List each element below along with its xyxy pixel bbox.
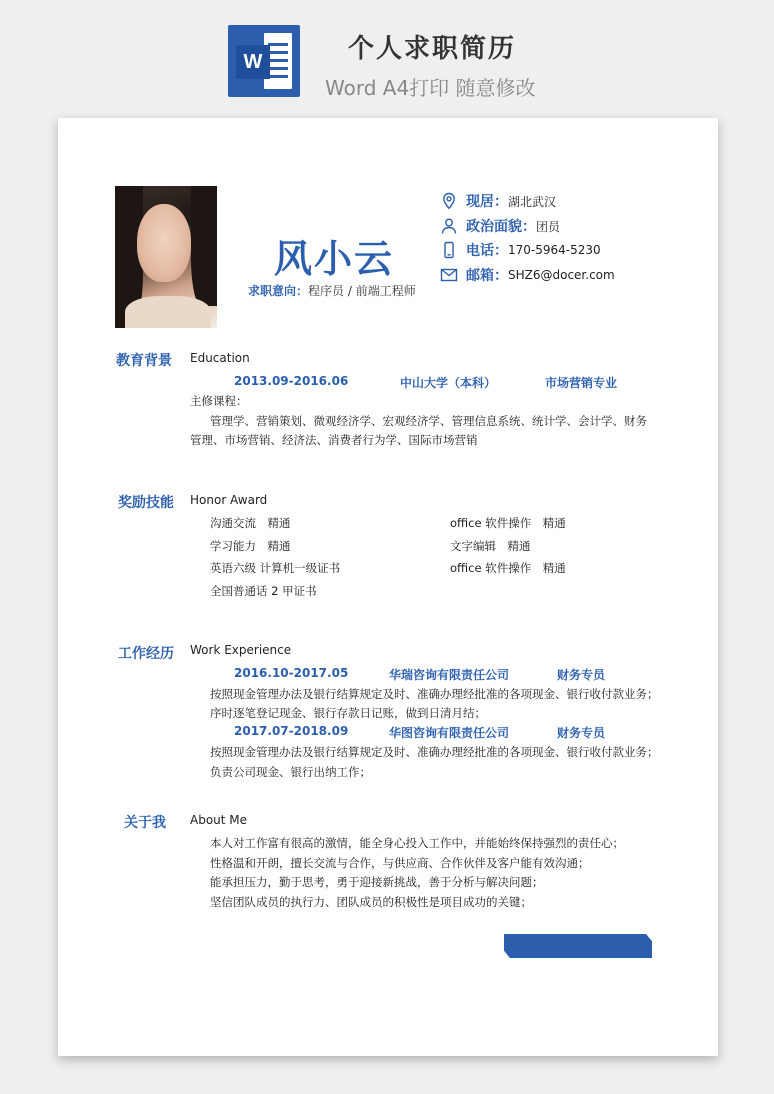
education-school: 中山大学（本科） [400, 376, 497, 390]
education-major: 市场营销专业 [545, 376, 618, 390]
decorative-blue-bar [504, 934, 652, 958]
job-2-period: 2017.07-2018.09 [234, 724, 349, 738]
award-right-1: office 软件操作 精通 [450, 516, 566, 530]
job-2-company: 华图咨询有限责任公司 [389, 726, 510, 740]
award-left-3: 英语六级 计算机一级证书 [210, 561, 341, 575]
contact-political-value: 团员 [536, 219, 561, 234]
about-title: 关于我 [124, 815, 166, 831]
word-letter: W [236, 45, 270, 79]
profile-photo [115, 186, 217, 328]
awards-title-en: Honor Award [190, 493, 268, 507]
courses-line-1: 管理学、营销策划、微观经济学、宏观经济学、管理信息系统、统计学、会计学、财务 [210, 414, 647, 428]
courses-line-2: 管理、市场营销、经济法、消费者行为学、国际市场营销 [190, 433, 478, 447]
job-intent-value: 程序员 / 前端工程师 [308, 284, 416, 298]
contact-location [440, 190, 556, 212]
experience-title-en: Work Experience [190, 643, 292, 657]
education-title-en: Education [190, 351, 250, 365]
banner-title: 个人求职简历 [348, 34, 517, 64]
award-left-1: 沟通交流 精通 [210, 516, 291, 530]
contact-location-label: 现居： [466, 194, 508, 210]
resume-sheet [58, 118, 718, 1056]
about-line-3: 能承担压力，勤于思考，勇于迎接新挑战，善于分析与解决问题； [210, 875, 544, 889]
about-title-en: About Me [190, 813, 248, 827]
contact-email-label: 邮箱： [466, 268, 508, 284]
contact-location-value: 湖北武汉 [508, 194, 557, 209]
job-1-role: 财务专员 [557, 668, 606, 682]
contact-email [440, 264, 615, 286]
location-icon [440, 192, 458, 210]
word-logo-icon [228, 25, 300, 97]
contact-political [440, 215, 560, 237]
phone-icon [440, 241, 458, 259]
job-1-line-2: 序时逐笔登记现金、银行存款日记账，做到日清月结； [210, 706, 486, 720]
job-2-role: 财务专员 [557, 726, 606, 740]
mail-icon [440, 266, 458, 284]
job-2-line-2: 负责公司现金、银行出纳工作； [210, 765, 371, 779]
candidate-name: 风小云 [274, 237, 395, 281]
contact-political-label: 政治面貌： [466, 219, 536, 235]
experience-title: 工作经历 [118, 646, 174, 662]
about-line-2: 性格温和开朗，擅长交流与合作，与供应商、合作伙伴及客户能有效沟通； [210, 856, 590, 870]
award-left-4: 全国普通话 2 甲证书 [210, 584, 317, 598]
contact-phone [440, 239, 601, 261]
education-period: 2013.09-2016.06 [234, 374, 349, 388]
job-1-line-1: 按照现金管理办法及银行结算规定及时、准确办理经批准的各项现金、银行收付款业务； [210, 687, 659, 701]
job-intent [248, 282, 416, 299]
courses-label: 主修课程： [190, 394, 248, 408]
about-line-4: 坚信团队成员的执行力、团队成员的积极性是项目成功的关键； [210, 895, 532, 909]
award-left-2: 学习能力 精通 [210, 539, 291, 553]
job-1-company: 华瑞咨询有限责任公司 [389, 668, 510, 682]
job-intent-label: 求职意向： [248, 284, 309, 298]
person-icon [440, 217, 458, 235]
education-title: 教育背景 [116, 353, 172, 369]
about-line-1: 本人对工作富有很高的激情，能全身心投入工作中，并能始终保持强烈的责任心； [210, 836, 624, 850]
contact-phone-value: 170-5964-5230 [508, 243, 601, 257]
job-2-line-1: 按照现金管理办法及银行结算规定及时、准确办理经批准的各项现金、银行收付款业务； [210, 745, 659, 759]
job-1-period: 2016.10-2017.05 [234, 666, 349, 680]
award-right-3: office 软件操作 精通 [450, 561, 566, 575]
contact-email-value: SHZ6@docer.com [508, 268, 615, 282]
banner-subtitle: Word A4打印 随意修改 [325, 76, 536, 100]
award-right-2: 文字编辑 精通 [450, 539, 531, 553]
contact-phone-label: 电话： [466, 243, 508, 259]
awards-title: 奖励技能 [118, 495, 174, 511]
